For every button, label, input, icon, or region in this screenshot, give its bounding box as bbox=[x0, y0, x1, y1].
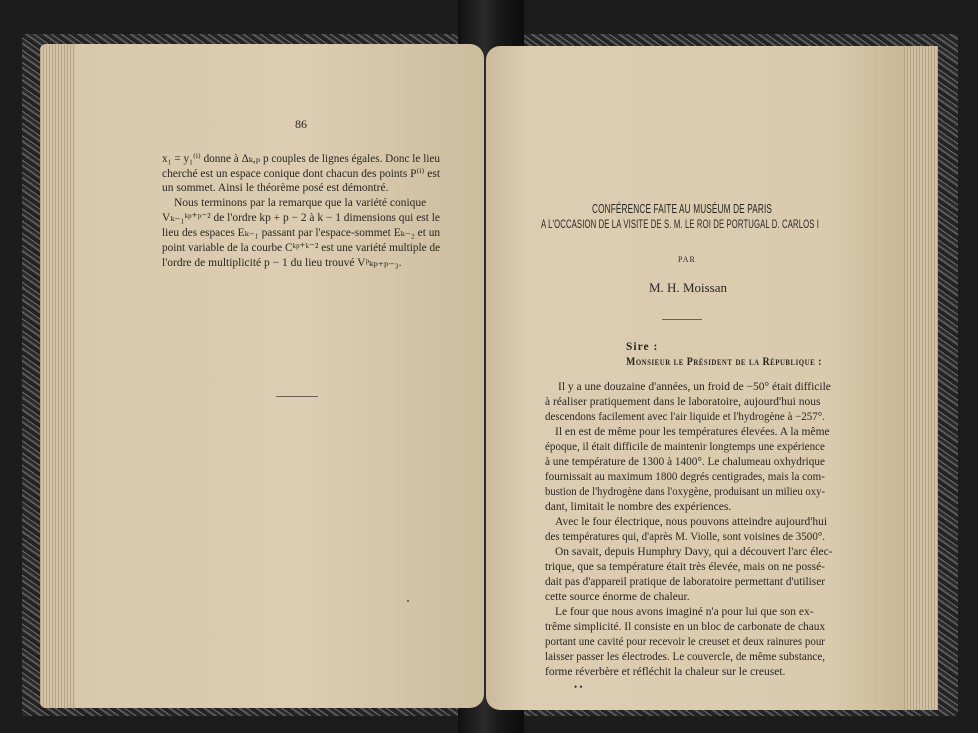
right-text-line: laisser passer les électrodes. Le couvercle, de même substance, bbox=[545, 651, 826, 663]
right-text-line: Le four que nous avons imaginé n'a pour lui que son ex- bbox=[555, 606, 814, 618]
left-text-line: lieu des espaces Eₖ₋₁ passant par l'espace-sommet Eₖ₋₂ et un bbox=[162, 227, 441, 239]
right-text-line: à réaliser pratiquement dans le laboratoire, aujourd'hui nous bbox=[545, 396, 821, 408]
right-text-line: descendons facilement avec l'air liquide et l'hydrogène à −257°. bbox=[545, 411, 825, 423]
left-text-line: un sommet. Ainsi le théorème posé est démontré. bbox=[162, 182, 389, 194]
left-text-line: point variable de la courbe Cᵏᵖ⁺ᵏ⁻² est une variété multiple de bbox=[162, 242, 441, 254]
right-text-line: portant une cavité pour recevoir le creuset et deux rainures pour bbox=[545, 636, 825, 648]
right-text-line: Avec le four électrique, nous pouvons atteindre aujourd'hui bbox=[555, 516, 828, 528]
right-text-line: fournissait au maximum 1800 degrés centigrades, mais la com- bbox=[545, 471, 825, 483]
article-title-line-1: CONFÉRENCE FAITE AU MUSÉUM DE PARIS bbox=[592, 202, 773, 216]
right-text-line: trême simplicité. Il consiste en un bloc de carbonate de chaux bbox=[545, 621, 826, 633]
right-text-line: forme réverbère et réfléchit la chaleur sur le creuset. bbox=[545, 666, 786, 678]
page-number: 86 bbox=[295, 117, 307, 131]
right-text-line: des températures qui, d'après M. Violle, sont voisines de 3500°. bbox=[545, 531, 825, 543]
footer-mark: • • bbox=[574, 682, 583, 692]
left-text-line: x₁ = y₁⁽ⁱ⁾ donne à Δₖ,ₚ p couples de lignes égales. Donc le lieu bbox=[162, 153, 441, 165]
left-page-edges bbox=[40, 44, 76, 708]
salutation-sire: Sire : bbox=[626, 341, 659, 353]
right-text-line: cette source énorme de chaleur. bbox=[545, 591, 690, 603]
section-divider bbox=[276, 396, 318, 397]
left-text-line: l'ordre de multiplicité p − 1 du lieu trouvé Vᵖₖₚ₊ₚ₋₃. bbox=[162, 257, 402, 269]
left-text-line: Vₖ₋₁ᵏᵖ⁺ᵖ⁻² de l'ordre kp + p − 2 à k − 1 dimensions qui est le bbox=[162, 212, 441, 224]
title-divider bbox=[662, 319, 702, 320]
article-title-line-2: A L'OCCASION DE LA VISITE DE S. M. LE ROI DE PORTUGAL D. CARLOS I bbox=[541, 217, 820, 231]
right-text-line: trique, que sa température était très élevée, mais on ne possé- bbox=[545, 561, 825, 573]
byline-par: PAR bbox=[678, 255, 696, 264]
left-page bbox=[40, 44, 484, 708]
right-text-line: bustion de l'hydrogène dans l'oxygène, produisant un milieu oxy- bbox=[545, 486, 826, 498]
right-text-line: Il en est de même pour les températures élevées. A la même bbox=[555, 426, 830, 438]
right-text-line: dant, limitait le nombre des expériences. bbox=[545, 501, 732, 513]
right-text-line: époque, il était difficile de maintenir longtemps une expérience bbox=[545, 441, 825, 453]
right-text-line: à une température de 1300 à 1400°. Le chalumeau oxhydrique bbox=[545, 456, 825, 468]
right-page-edges bbox=[904, 46, 938, 710]
right-text-line: On savait, depuis Humphry Davy, qui a découvert l'arc élec- bbox=[555, 546, 833, 558]
left-text-line: cherché est un espace conique dont chacun des points P⁽ⁱ⁾ est bbox=[162, 168, 441, 180]
right-text-line: Il y a une douzaine d'années, un froid de −50° était difficile bbox=[558, 381, 831, 393]
salutation-president: Monsieur le Président de la République : bbox=[626, 356, 822, 368]
right-text-line: dait pas d'appareil pratique de laboratoire permettant d'utiliser bbox=[545, 576, 825, 588]
page-speck bbox=[407, 600, 409, 602]
author-name: M. H. Moissan bbox=[649, 280, 728, 295]
left-text-line: Nous terminons par la remarque que la variété conique bbox=[174, 197, 427, 209]
